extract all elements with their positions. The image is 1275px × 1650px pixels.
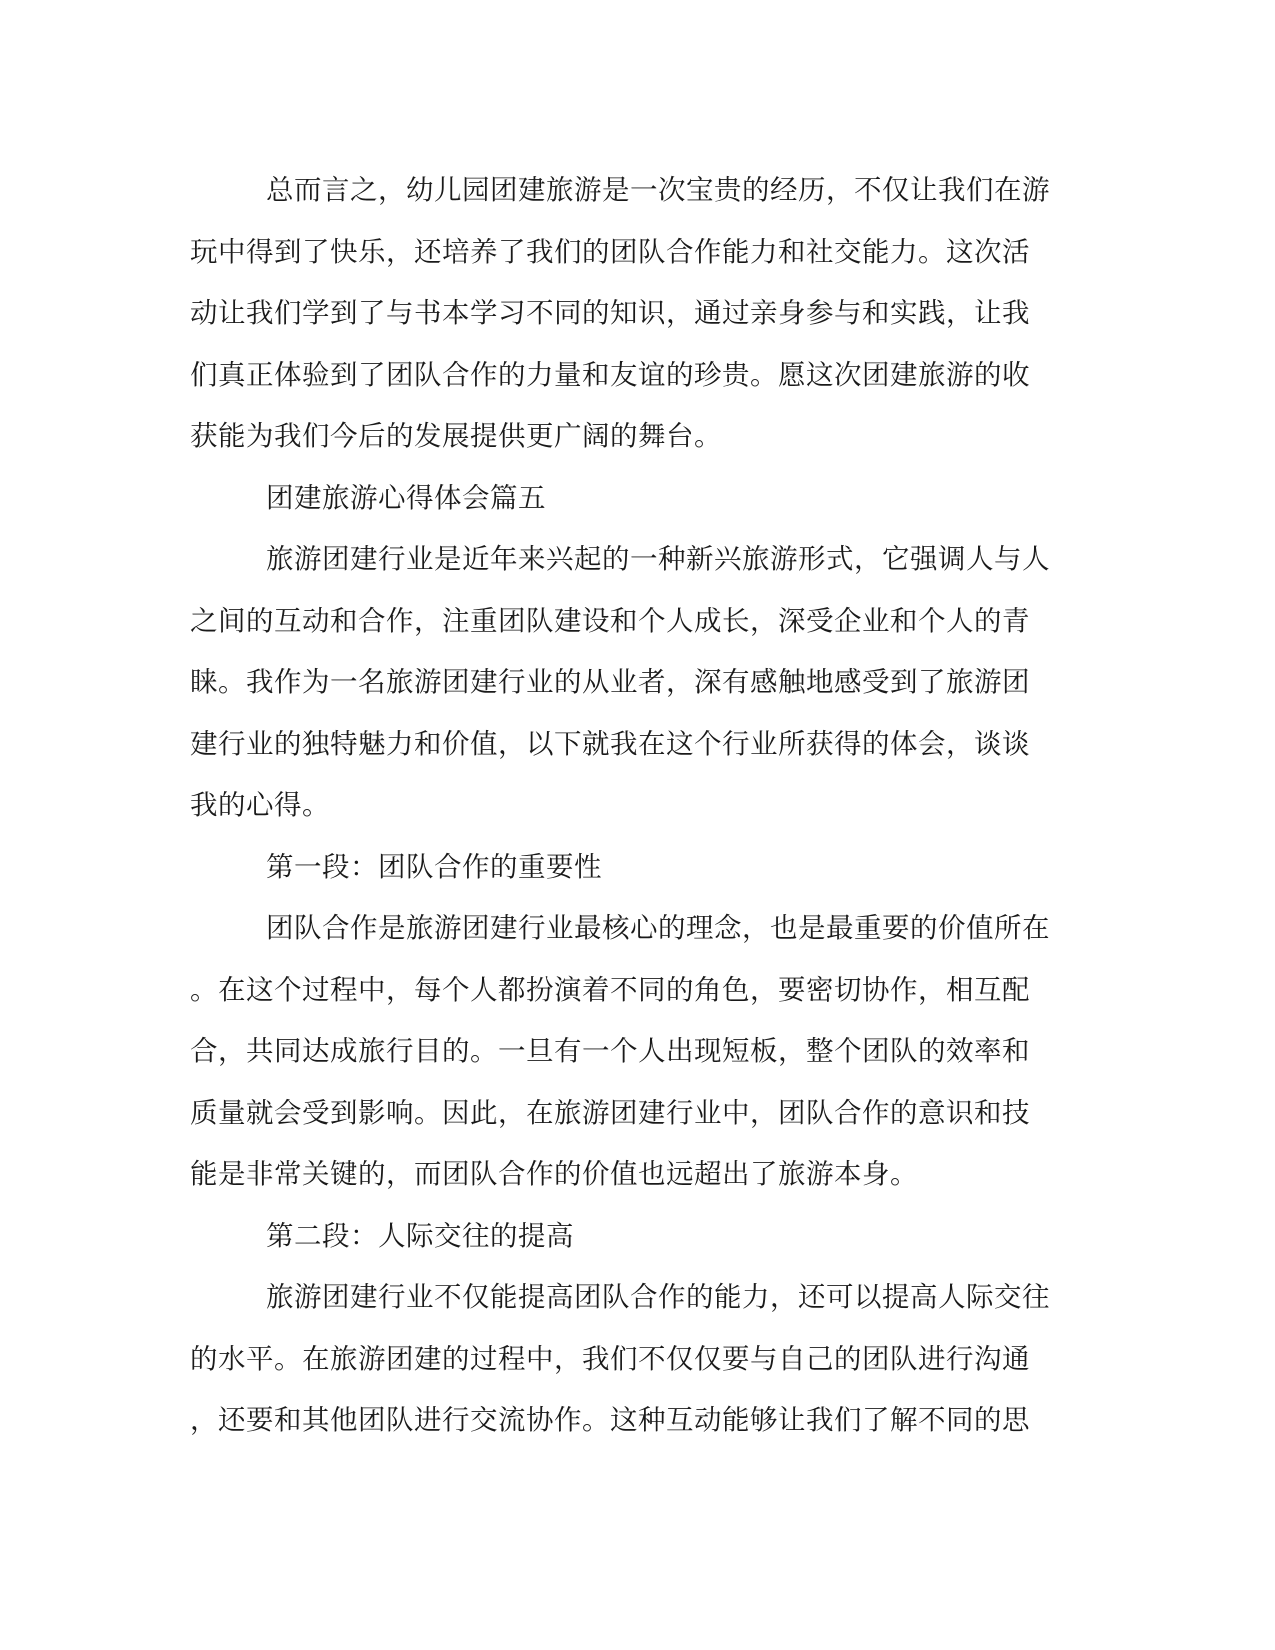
text-line: 能是非常关键的，而团队合作的价值也远超出了旅游本身。	[190, 1158, 918, 1190]
text-line: 总而言之，幼儿园团建旅游是一次宝贵的经历，不仅让我们在游	[266, 174, 1050, 206]
text-line: 们真正体验到了团队合作的力量和友谊的珍贵。愿这次团建旅游的收	[190, 358, 1030, 391]
text-line: 之间的互动和合作，注重团队建设和个人成长，深受企业和个人的青	[190, 604, 1030, 637]
section-heading: 第一段：团队合作的重要性	[266, 850, 602, 883]
text-line: 获能为我们今后的发展提供更广阔的舞台。	[190, 420, 722, 452]
text-line: 合，共同达成旅行目的。一旦有一个人出现短板，整个团队的效率和	[190, 1035, 1030, 1067]
text-line: 睐。我作为一名旅游团建行业的从业者，深有感触地感受到了旅游团	[190, 666, 1030, 698]
text-line: 。在这个过程中，每个人都扮演着不同的角色，要密切协作，相互配	[190, 973, 1030, 1006]
text-line: 的水平。在旅游团建的过程中，我们不仅仅要与自己的团队进行沟通	[190, 1342, 1030, 1375]
section-heading: 第二段：人际交往的提高	[266, 1219, 574, 1252]
text-line: 动让我们学到了与书本学习不同的知识，通过亲身参与和实践，让我	[190, 297, 1030, 329]
text-line: ，还要和其他团队进行交流协作。这种互动能够让我们了解不同的思	[190, 1404, 1030, 1436]
text-line: 我的心得。	[190, 789, 330, 821]
text-line: 质量就会受到影响。因此，在旅游团建行业中，团队合作的意识和技	[190, 1096, 1030, 1129]
text-line: 玩中得到了快乐，还培养了我们的团队合作能力和社交能力。这次活	[190, 235, 1030, 268]
text-line: 团队合作是旅游团建行业最核心的理念，也是最重要的价值所在	[266, 912, 1050, 944]
text-line: 建行业的独特魅力和价值，以下就我在这个行业所获得的体会，谈谈	[190, 727, 1030, 760]
document-body	[190, 160, 1080, 1452]
text-line: 旅游团建行业不仅能提高团队合作的能力，还可以提高人际交往	[266, 1281, 1050, 1313]
text-line: 旅游团建行业是近年来兴起的一种新兴旅游形式，它强调人与人	[266, 543, 1050, 575]
section-heading: 团建旅游心得体会篇五	[266, 481, 546, 514]
